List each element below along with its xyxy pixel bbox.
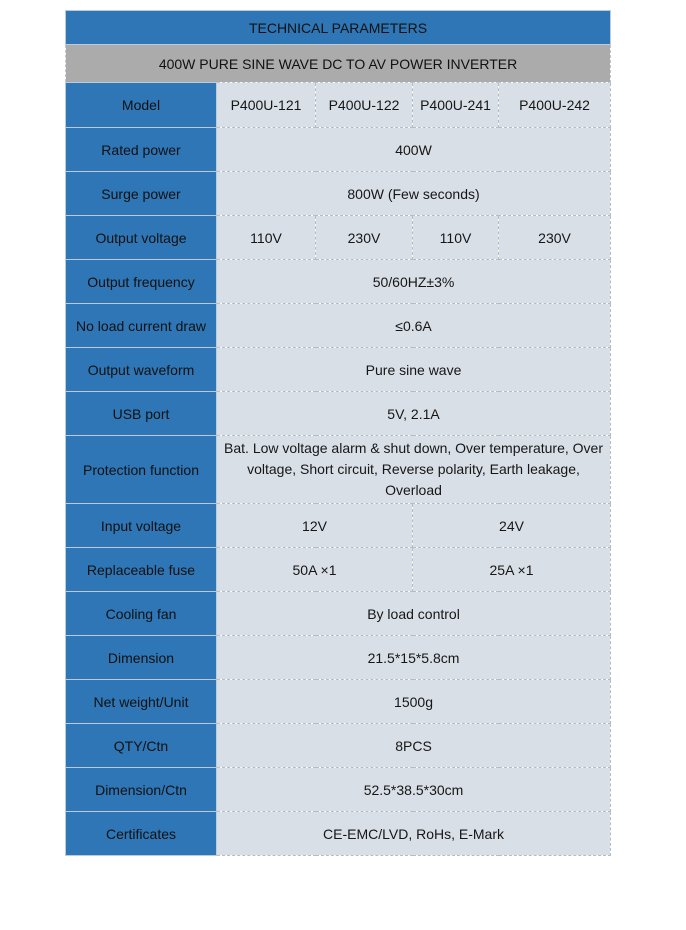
- dimension-ctn-value: 52.5*38.5*30cm: [217, 768, 611, 812]
- table-row: [66, 768, 611, 812]
- table-row: [66, 260, 611, 304]
- output-voltage-value-4: 230V: [499, 216, 611, 260]
- surge-power-value: 800W (Few seconds): [217, 172, 611, 216]
- cooling-fan-value: By load control: [217, 592, 611, 636]
- model-value-3: P400U-241: [413, 83, 499, 128]
- table-row: [66, 172, 611, 216]
- protection-function-value: Bat. Low voltage alarm & shut down, Over temperature, Over voltage, Short circuit, Reverse polarity, Earth leakage, Overload: [217, 436, 611, 504]
- row-label-rated-power: Rated power: [66, 128, 217, 172]
- table-row: [66, 680, 611, 724]
- qty-ctn-value: 8PCS: [217, 724, 611, 768]
- row-label-cooling-fan: Cooling fan: [66, 592, 217, 636]
- rated-power-value: 400W: [217, 128, 611, 172]
- table-row: [66, 304, 611, 348]
- table-row: [66, 592, 611, 636]
- output-waveform-value: Pure sine wave: [217, 348, 611, 392]
- row-label-qty-ctn: QTY/Ctn: [66, 724, 217, 768]
- table-row: [66, 11, 611, 45]
- table-row: [66, 45, 611, 83]
- input-voltage-value-2: 24V: [413, 504, 611, 548]
- row-label-usb-port: USB port: [66, 392, 217, 436]
- row-label-protection-function: Protection function: [66, 436, 217, 504]
- table-row: [66, 548, 611, 592]
- table-row: [66, 636, 611, 680]
- row-label-dimension-ctn: Dimension/Ctn: [66, 768, 217, 812]
- table-row: [66, 216, 611, 260]
- output-voltage-value-2: 230V: [316, 216, 413, 260]
- row-label-input-voltage: Input voltage: [66, 504, 217, 548]
- table-row: [66, 724, 611, 768]
- certificates-value: CE-EMC/LVD, RoHs, E-Mark: [217, 812, 611, 856]
- row-label-dimension: Dimension: [66, 636, 217, 680]
- spec-table-container: [65, 10, 610, 856]
- table-row: [66, 812, 611, 856]
- row-label-no-load-current-draw: No load current draw: [66, 304, 217, 348]
- replaceable-fuse-value-1: 50A ×1: [217, 548, 413, 592]
- table-row: [66, 436, 611, 504]
- usb-port-value: 5V, 2.1A: [217, 392, 611, 436]
- no-load-current-draw-value: ≤0.6A: [217, 304, 611, 348]
- table-row: [66, 504, 611, 548]
- model-value-4: P400U-242: [499, 83, 611, 128]
- row-label-output-waveform: Output waveform: [66, 348, 217, 392]
- row-label-net-weight-unit: Net weight/Unit: [66, 680, 217, 724]
- table-subtitle: 400W PURE SINE WAVE DC TO AV POWER INVERTER: [66, 45, 611, 83]
- table-row: [66, 348, 611, 392]
- output-frequency-value: 50/60HZ±3%: [217, 260, 611, 304]
- row-label-certificates: Certificates: [66, 812, 217, 856]
- table-row: [66, 83, 611, 128]
- output-voltage-value-1: 110V: [217, 216, 316, 260]
- row-label-output-frequency: Output frequency: [66, 260, 217, 304]
- output-voltage-value-3: 110V: [413, 216, 499, 260]
- table-row: [66, 392, 611, 436]
- row-label-surge-power: Surge power: [66, 172, 217, 216]
- model-value-2: P400U-122: [316, 83, 413, 128]
- spec-table: [65, 10, 611, 856]
- dimension-value: 21.5*15*5.8cm: [217, 636, 611, 680]
- row-label-replaceable-fuse: Replaceable fuse: [66, 548, 217, 592]
- row-label-output-voltage: Output voltage: [66, 216, 217, 260]
- table-title: TECHNICAL PARAMETERS: [66, 11, 611, 45]
- table-row: [66, 128, 611, 172]
- net-weight-unit-value: 1500g: [217, 680, 611, 724]
- row-label-model: Model: [66, 83, 217, 128]
- model-value-1: P400U-121: [217, 83, 316, 128]
- input-voltage-value-1: 12V: [217, 504, 413, 548]
- replaceable-fuse-value-2: 25A ×1: [413, 548, 611, 592]
